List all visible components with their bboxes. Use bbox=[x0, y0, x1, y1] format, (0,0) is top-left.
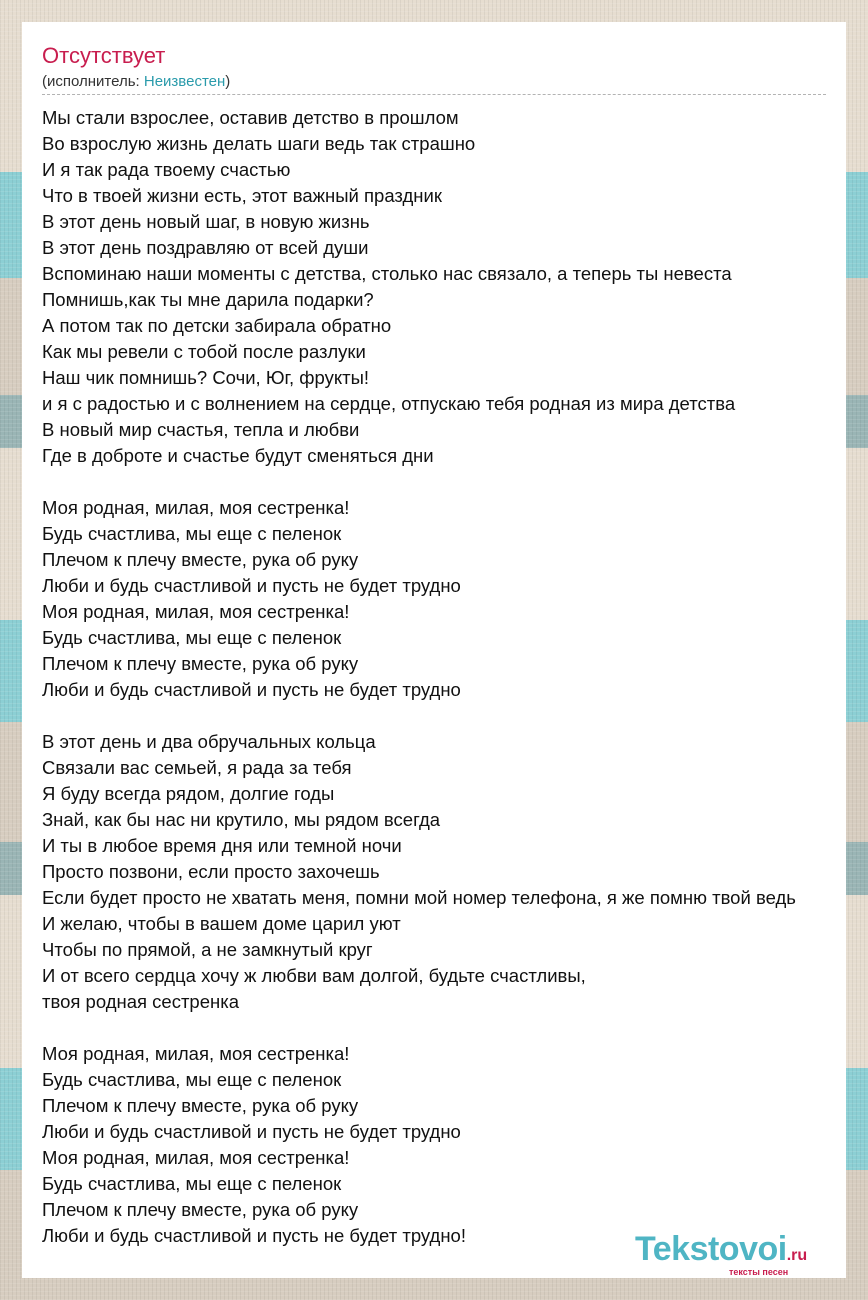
logo-tld: .ru bbox=[786, 1247, 808, 1264]
lyric-line: твоя родная сестренка bbox=[42, 991, 240, 1012]
lyric-line: И я так рада твоему счастью bbox=[42, 159, 291, 180]
artist-suffix: ) bbox=[225, 73, 231, 90]
lyric-line: Будь счастлива, мы еще с пеленок bbox=[42, 627, 342, 648]
artist-line bbox=[42, 73, 230, 91]
lyrics-stanza bbox=[42, 495, 846, 703]
lyric-line: Я буду всегда рядом, долгие годы bbox=[42, 783, 335, 804]
logo-name: Tekstovoi bbox=[635, 1230, 787, 1268]
lyric-line: И ты в любое время дня или темной ночи bbox=[42, 835, 402, 856]
lyrics-stanza bbox=[42, 1041, 846, 1249]
lyric-line: Плечом к плечу вместе, рука об руку bbox=[42, 1095, 359, 1116]
song-title: Отсутствует bbox=[42, 43, 166, 68]
lyrics-stanza bbox=[42, 105, 846, 469]
lyric-line: Помнишь,как ты мне дарила подарки? bbox=[42, 289, 374, 310]
lyric-line: Мы стали взрослее, оставив детство в прошлом bbox=[42, 107, 459, 128]
site-logo[interactable] bbox=[635, 1230, 845, 1276]
logo-tagline: тексты песен bbox=[729, 1267, 789, 1277]
lyric-line: В этот день поздравляю от всей души bbox=[42, 237, 369, 258]
lyrics-stanza bbox=[42, 729, 846, 1015]
artist-prefix: (исполнитель: bbox=[42, 73, 144, 90]
lyric-line: Моя родная, милая, моя сестренка! bbox=[42, 601, 350, 622]
lyric-line: Просто позвони, если просто захочешь bbox=[42, 861, 380, 882]
lyrics-text bbox=[42, 105, 846, 1249]
lyric-line: Что в твоей жизни есть, этот важный праздник bbox=[42, 185, 442, 206]
lyric-line: Во взрослую жизнь делать шаги ведь так страшно bbox=[42, 133, 476, 154]
header-divider bbox=[42, 94, 826, 95]
lyric-line: В новый мир счастья, тепла и любви bbox=[42, 419, 360, 440]
lyric-line: Люби и будь счастливой и пусть не будет трудно! bbox=[42, 1225, 466, 1246]
lyric-line: И от всего сердца хочу ж любви вам долгой, будьте счастливы, bbox=[42, 965, 586, 986]
lyric-line: Будь счастлива, мы еще с пеленок bbox=[42, 1069, 342, 1090]
lyric-line: Наш чик помнишь? Сочи, Юг, фрукты! bbox=[42, 367, 370, 388]
lyric-line: Вспоминаю наши моменты с детства, столько нас связало, а теперь ты невеста bbox=[42, 263, 732, 284]
lyric-line: Люби и будь счастливой и пусть не будет трудно bbox=[42, 679, 461, 700]
lyric-line: Где в доброте и счастье будут сменяться дни bbox=[42, 445, 434, 466]
lyric-line: В этот день новый шаг, в новую жизнь bbox=[42, 211, 370, 232]
lyric-line: А потом так по детски забирала обратно bbox=[42, 315, 392, 336]
lyric-line: Моя родная, милая, моя сестренка! bbox=[42, 1043, 350, 1064]
lyric-line: и я с радостью и с волнением на сердце, отпускаю тебя родная из мира детства bbox=[42, 393, 736, 414]
lyric-line: Как мы ревели с тобой после разлуки bbox=[42, 341, 366, 362]
lyric-line: Плечом к плечу вместе, рука об руку bbox=[42, 653, 359, 674]
lyric-line: Связали вас семьей, я рада за тебя bbox=[42, 757, 352, 778]
lyrics-card bbox=[22, 22, 846, 1278]
lyric-line: Люби и будь счастливой и пусть не будет трудно bbox=[42, 575, 461, 596]
lyric-line: Чтобы по прямой, а не замкнутый круг bbox=[42, 939, 373, 960]
lyric-line: Если будет просто не хватать меня, помни мой номер телефона, я же помню твой ведь bbox=[42, 887, 796, 908]
lyric-line: Моя родная, милая, моя сестренка! bbox=[42, 1147, 350, 1168]
lyric-line: И желаю, чтобы в вашем доме царил уют bbox=[42, 913, 401, 934]
lyric-line: В этот день и два обручальных кольца bbox=[42, 731, 376, 752]
artist-link[interactable]: Неизвестен bbox=[143, 73, 226, 90]
lyric-line: Плечом к плечу вместе, рука об руку bbox=[42, 549, 359, 570]
lyric-line: Люби и будь счастливой и пусть не будет трудно bbox=[42, 1121, 461, 1142]
lyric-line: Плечом к плечу вместе, рука об руку bbox=[42, 1199, 359, 1220]
lyric-line: Знай, как бы нас ни крутило, мы рядом всегда bbox=[42, 809, 441, 830]
lyric-line: Будь счастлива, мы еще с пеленок bbox=[42, 1173, 342, 1194]
lyric-line: Моя родная, милая, моя сестренка! bbox=[42, 497, 350, 518]
lyric-line: Будь счастлива, мы еще с пеленок bbox=[42, 523, 342, 544]
